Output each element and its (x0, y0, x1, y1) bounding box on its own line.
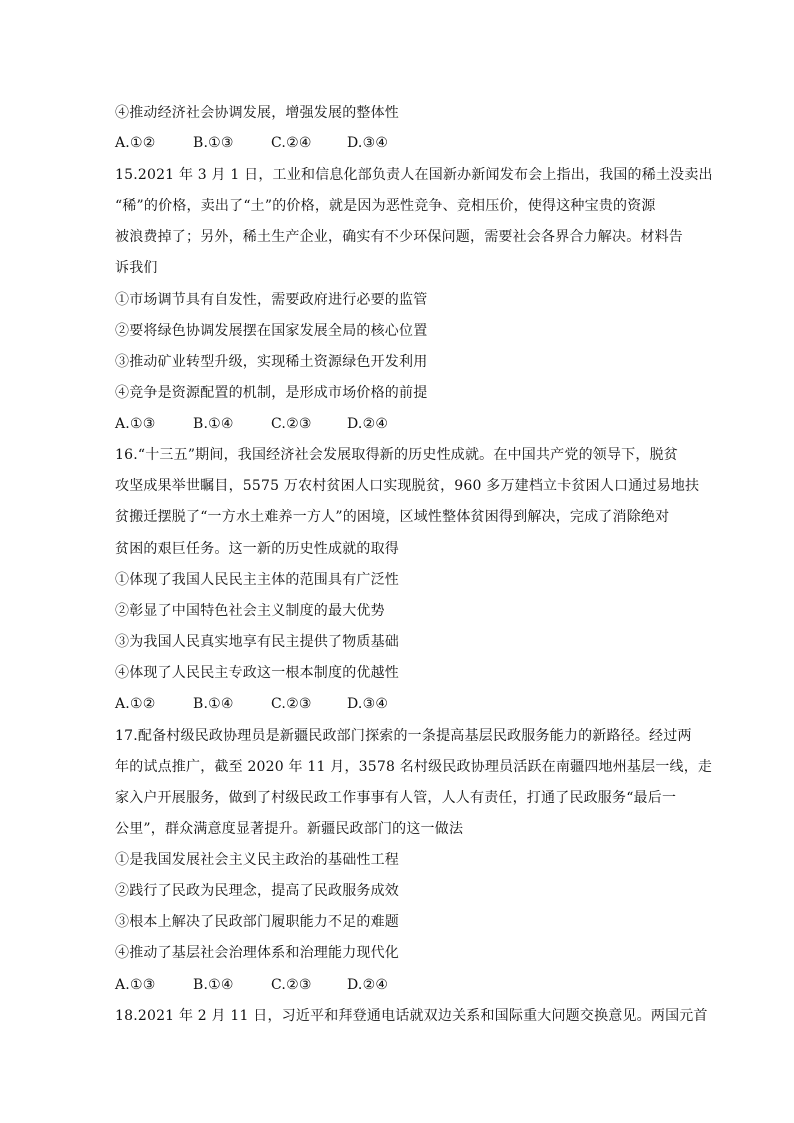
choice-d: D.③④ (347, 696, 389, 712)
question-17-line-4: 公里”，群众满意度显著提升。新疆民政部门的这一做法 (115, 821, 464, 837)
question-15-line-3: 被浪费掉了；另外，稀土生产企业，确实有不少环保问题，需要社会各界合力解决。材料告 (115, 229, 683, 245)
option-4-q17: ④推动了基层社会治理体系和治理能力现代化 (115, 945, 399, 961)
question-17-line-1: 17.配备村级民政协理员是新疆民政部门探索的一条提高基层民政服务能力的新路径。经过两 (115, 728, 692, 744)
choice-b: B.①④ (193, 696, 234, 712)
question-17-line-3: 家入户开展服务，做到了村级民政工作事事有人管，人人有责任，打通了民政服务“最后一 (115, 790, 677, 806)
choice-a: A.①③ (115, 977, 156, 993)
option-3-q15: ③推动矿业转型升级，实现稀土资源绿色开发利用 (115, 354, 428, 370)
question-16-line-4: 贫困的艰巨任务。这一新的历史性成就的取得 (115, 541, 399, 557)
choice-b: B.①④ (193, 977, 234, 993)
question-18-line-1: 18.2021 年 2 月 11 日，习近平和拜登通电话就双边关系和国际重大问题交换意见。两国元首 (115, 1008, 708, 1024)
choice-a: A.①③ (115, 416, 156, 432)
option-1-q17: ①是我国发展社会主义民主政治的基础性工程 (115, 852, 399, 868)
choice-c: C.②③ (271, 696, 312, 712)
answer-choices-q14 (115, 134, 685, 152)
option-2-q15: ②要将绿色协调发展摆在国家发展全局的核心位置 (115, 323, 428, 339)
option-2-q17: ②践行了民政为民理念，提高了民政服务成效 (115, 883, 399, 899)
question-15-line-1: 15.2021 年 3 月 1 日，工业和信息化部负责人在国新办新闻发布会上指出，我国的稀土没卖出 (115, 167, 713, 183)
question-17-line-2: 年的试点推广，截至 2020 年 11 月，3578 名村级民政协理员活跃在南疆四地州基层一线，走 (115, 759, 713, 775)
choice-d: D.②④ (347, 977, 389, 993)
question-15-line-2: “稀”的价格，卖出了“土”的价格，就是因为恶性竞争、竞相压价，使得这种宝贵的资源 (115, 198, 656, 214)
question-16-line-3: 贫搬迁摆脱了“一方水土难养一方人”的困境，区域性整体贫困得到解决，完成了消除绝对 (115, 509, 670, 525)
option-4-q16: ④体现了人民民主专政这一根本制度的优越性 (115, 665, 399, 681)
option-4-q15: ④竞争是资源配置的机制，是形成市场价格的前提 (115, 385, 428, 401)
choice-b: B.①④ (193, 416, 234, 432)
option-3-q17: ③根本上解决了民政部门履职能力不足的难题 (115, 914, 399, 930)
option-4-q14: ④推动经济社会协调发展，增强发展的整体性 (115, 105, 399, 121)
option-3-q16: ③为我国人民真实地享有民主提供了物质基础 (115, 634, 399, 650)
question-16-line-1: 16.“十三五”期间，我国经济社会发展取得新的历史性成就。在中国共产党的领导下，脱贫 (115, 447, 678, 463)
option-2-q16: ②彰显了中国特色社会主义制度的最大优势 (115, 603, 385, 619)
question-15-line-4: 诉我们 (115, 260, 158, 276)
choice-b: B.①③ (193, 135, 234, 151)
choice-a: A.①② (115, 696, 156, 712)
choice-c: C.②③ (271, 416, 312, 432)
option-1-q15: ①市场调节具有自发性，需要政府进行必要的监管 (115, 292, 428, 308)
question-16-line-2: 攻坚成果举世瞩目，5575 万农村贫困人口实现脱贫，960 多万建档立卡贫困人口通过易地扶 (115, 478, 700, 494)
choice-d: D.②④ (347, 416, 389, 432)
answer-choices-q15 (115, 415, 685, 433)
choice-c: C.②④ (271, 135, 312, 151)
choice-c: C.②③ (271, 977, 312, 993)
answer-choices-q16 (115, 695, 685, 713)
answer-choices-q17 (115, 976, 685, 994)
choice-d: D.③④ (347, 135, 389, 151)
choice-a: A.①② (115, 135, 156, 151)
option-1-q16: ①体现了我国人民民主主体的范围具有广泛性 (115, 572, 399, 588)
